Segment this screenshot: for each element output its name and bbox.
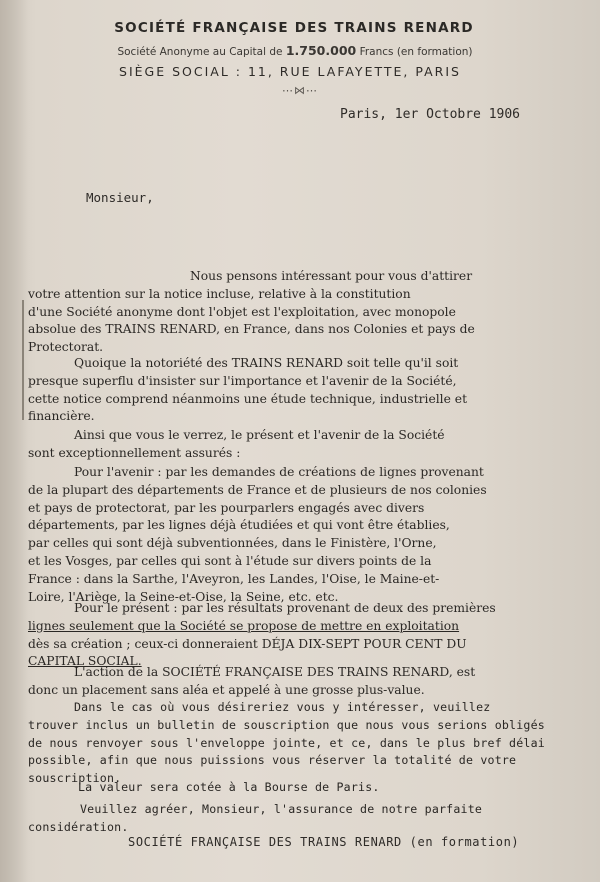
p4-line: par celles qui sont déjà subventionnées, dans le Finistère, l'Orne, bbox=[28, 536, 437, 551]
letter-date: Paris, 1er Octobre 1906 bbox=[340, 107, 521, 122]
p2-line: financière. bbox=[28, 409, 95, 424]
margin-stain bbox=[22, 300, 24, 420]
p4-line: France : dans la Sarthe, l'Aveyron, les Landes, l'Oise, le Maine-et- bbox=[28, 571, 440, 586]
paragraph-1 bbox=[28, 268, 475, 357]
signature: SOCIÉTÉ FRANÇAISE DES TRAINS RENARD (en formation) bbox=[128, 835, 520, 849]
paragraph-5 bbox=[28, 600, 496, 671]
p5-line: Pour le présent : par les résultats provenant de deux des premières bbox=[74, 601, 496, 615]
p7-line: possible, afin que nous puissions vous réserver la totalité de votre bbox=[28, 753, 517, 768]
paragraph-9 bbox=[28, 801, 482, 837]
capital-amount: 1.750.000 bbox=[285, 43, 357, 58]
p1-line: absolue des TRAINS RENARD, en France, dans nos Colonies et pays de bbox=[28, 322, 475, 337]
p4-line: Loire, l'Ariège, la Seine-et-Oise, la Seine, etc. etc. bbox=[28, 589, 339, 604]
p6-line: L'action de la SOCIÉTÉ FRANÇAISE DES TRAINS RENARD, est bbox=[74, 665, 476, 679]
p7-line: trouver inclus un bulletin de souscription que nous vous serions obligés bbox=[28, 717, 545, 732]
legal-suffix: Francs (en formation) bbox=[359, 46, 473, 58]
p6-line: donc un placement sans aléa et appelé à une grosse plus-value. bbox=[28, 682, 425, 697]
p1-line: d'une Société anonyme dont l'objet est l'exploitation, avec monopole bbox=[28, 304, 456, 319]
p4-line: départements, par les lignes déjà étudiées et qui vont être établies, bbox=[28, 518, 450, 533]
ornament: ⋯⋈⋯ bbox=[282, 84, 318, 97]
p5-line: CAPITAL SOCIAL. bbox=[28, 654, 142, 669]
paragraph-7 bbox=[28, 699, 545, 788]
p1-line: Protectorat. bbox=[28, 340, 104, 355]
p4-line: et les Vosges, par celles qui sont à l'étude sur divers points de la bbox=[28, 553, 432, 568]
paragraph-2 bbox=[28, 355, 467, 426]
p2-line: presque superflu d'insister sur l'importance et l'avenir de la Société, bbox=[28, 373, 457, 388]
p3-line: Ainsi que vous le verrez, le présent et l'avenir de la Société bbox=[74, 428, 445, 442]
p4-line: Pour l'avenir : par les demandes de créations de lignes provenant bbox=[74, 465, 484, 479]
paragraph-6 bbox=[28, 664, 475, 700]
p1-line: Nous pensons intéressant pour vous d'attirer bbox=[190, 269, 473, 283]
p2-line: cette notice comprend néanmoins une étude technique, industrielle et bbox=[28, 391, 468, 406]
letterhead-address: SIÈGE SOCIAL : 11, RUE LAFAYETTE, PARIS bbox=[119, 64, 461, 79]
p1-line: votre attention sur la notice incluse, relative à la constitution bbox=[28, 286, 411, 301]
letterhead-legal bbox=[40, 43, 550, 58]
paragraph-4 bbox=[28, 464, 487, 606]
p9-line: Veuillez agréer, Monsieur, l'assurance de notre parfaite bbox=[80, 802, 483, 816]
p9-line: considération. bbox=[28, 819, 129, 834]
legal-prefix: Société Anonyme au Capital de bbox=[117, 46, 283, 58]
p4-line: de la plupart des départements de France et de plusieurs de nos colonies bbox=[28, 482, 487, 497]
p5-line: dès sa création ; ceux-ci donneraient DÉJA DIX-SEPT POUR CENT DU bbox=[28, 636, 467, 651]
p7-line: souscription. bbox=[28, 771, 122, 786]
p7-line: de nous renvoyer sous l'enveloppe jointe, et ce, dans le plus bref délai bbox=[28, 735, 545, 750]
p5-line: lignes seulement que la Société se propose de mettre en exploitation bbox=[28, 618, 460, 633]
page-edge-shadow bbox=[0, 0, 28, 882]
salutation: Monsieur, bbox=[86, 190, 154, 205]
p2-line: Quoique la notoriété des TRAINS RENARD soit telle qu'il soit bbox=[74, 356, 459, 370]
p4-line: et pays de protectorat, par les pourparlers engagés avec divers bbox=[28, 500, 425, 515]
paragraph-3 bbox=[28, 427, 445, 463]
p3-line: sont exceptionnellement assurés : bbox=[28, 445, 241, 460]
letterhead-company: SOCIÉTÉ FRANÇAISE DES TRAINS RENARD bbox=[114, 20, 474, 36]
p7-line: Dans le cas où vous désireriez vous y intéresser, veuillez bbox=[74, 700, 491, 714]
paragraph-8: La valeur sera cotée à la Bourse de Paris. bbox=[78, 780, 380, 794]
